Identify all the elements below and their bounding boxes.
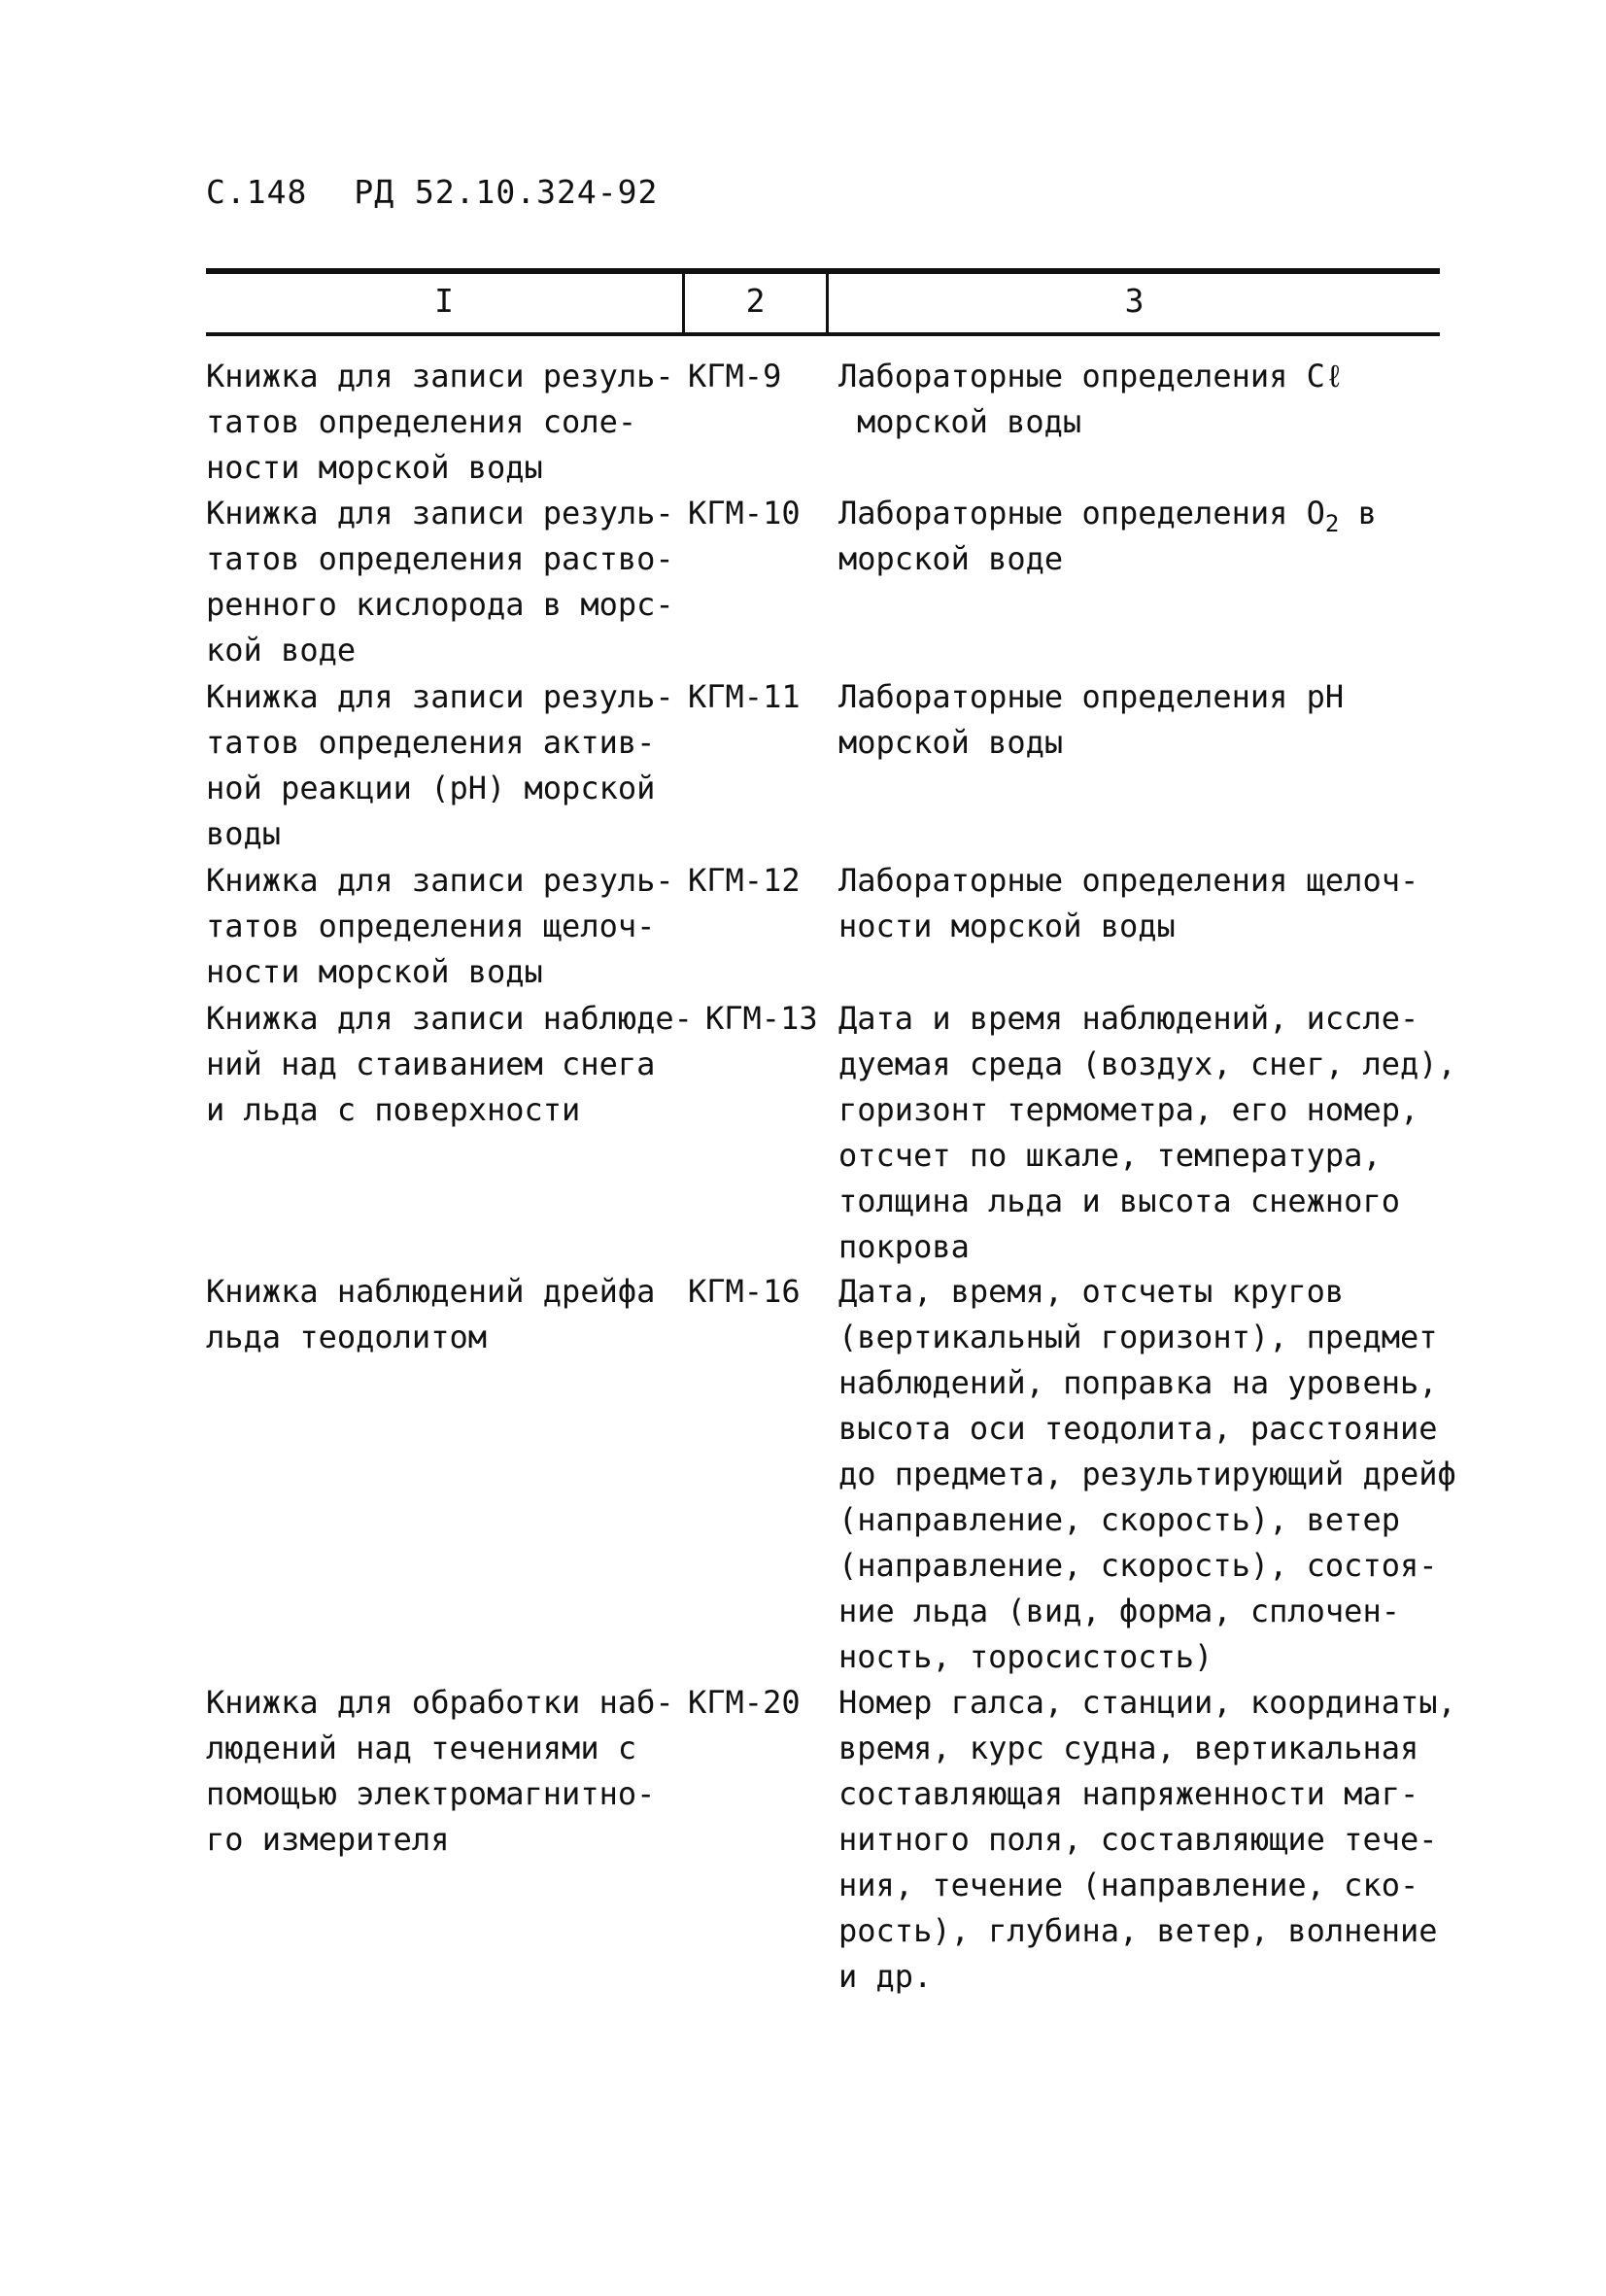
form-name: Книжка наблюдений дрейфа льда теодолитом <box>206 1273 656 1355</box>
form-description: Номер галса, станции, координаты, время, курс судна, вертикальная составляющая напряженности маг- нитного поля, составляющие тече- ния, течение (направление, ско- рость), глубина, ветер, волнение и др. <box>838 1684 1456 1995</box>
desc-text-tail: в <box>1339 495 1377 531</box>
form-description: Лабораторные определения Cℓ <box>838 358 1345 394</box>
form-name: Книжка для записи резуль- татов определения соле- ности морской воды <box>206 358 674 486</box>
form-name: Книжка для записи резуль- татов определения актив- ной реакции (pH) морской воды <box>206 678 674 852</box>
form-name: Книжка для записи резуль- татов определения щелоч- ности морской воды <box>206 862 674 990</box>
form-code: КГМ-12 <box>688 862 801 899</box>
form-code: КГМ-13 <box>705 1000 818 1037</box>
desc-text: Лабораторные определения O <box>838 495 1325 531</box>
form-code: КГМ-10 <box>688 495 801 531</box>
form-description: Лабораторные определения щелоч- ности морской воды <box>838 862 1419 944</box>
form-description: Дата и время наблюдений, иссле- дуемая среда (воздух, снег, лед), горизонт термометра, его номер, отсчет по шкале, температура, толщина льда и высота снежного покрова <box>838 1000 1456 1265</box>
form-name: Книжка для обработки наб- людений над течениями с помощью электромагнитно- го измерителя <box>206 1684 674 1858</box>
column-header-3: 3 <box>1124 282 1145 320</box>
table-top-rule <box>206 268 1440 274</box>
form-description-cont: морской воды <box>857 403 1082 440</box>
form-code: КГМ-20 <box>688 1684 801 1721</box>
form-description-cont: морской воде <box>838 540 1064 577</box>
table-header-rule <box>206 332 1440 336</box>
form-code: КГМ-9 <box>688 358 782 394</box>
form-code: КГМ-16 <box>688 1273 801 1310</box>
form-code: КГМ-11 <box>688 678 801 715</box>
form-description: Дата, время, отсчеты кругов (вертикальный горизонт), предмет наблюдений, поправка на уровень, высота оси теодолита, расстояние до предмета, результирующий дрейф (направление, скорость), ветер (направление, скорость), состоя- ние льда (вид, форма, сплочен- ность, торосистость) <box>838 1273 1456 1675</box>
page-header <box>206 173 658 211</box>
column-header-1: I <box>434 282 454 320</box>
form-name: Книжка для записи наблюде- ний над стаиванием снега и льда с поверхности <box>206 1000 693 1128</box>
column-header-2: 2 <box>745 282 766 320</box>
form-name: Книжка для записи резуль- татов определения раство- ренного кислорода в морс- кой воде <box>206 495 674 668</box>
form-description <box>838 491 1377 536</box>
form-description: Лабораторные определения pH морской воды <box>838 678 1345 761</box>
desc-subscript: 2 <box>1324 510 1340 537</box>
document-code: РД 52.10.324-92 <box>354 173 659 211</box>
page-number: С.148 <box>206 173 308 211</box>
